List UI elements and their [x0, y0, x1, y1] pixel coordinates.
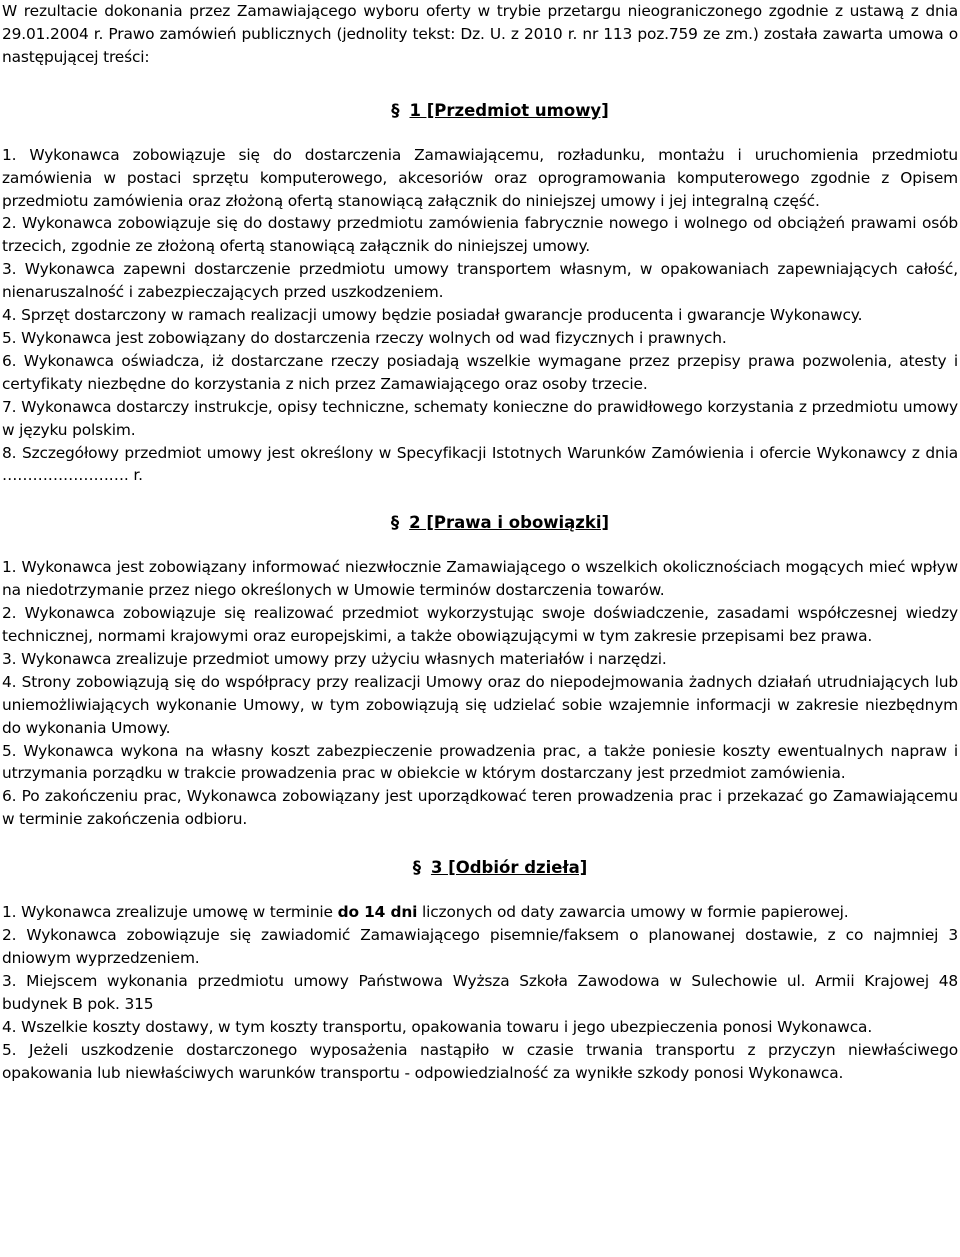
section-1-item-7: 7. Wykonawca dostarczy instrukcje, opisy techniczne, schematy konieczne do prawidłowego korzystania z przedmiotu umowy w języku polskim.	[2, 397, 958, 439]
section-3-title: 3 [Odbiór dzieła]	[430, 858, 588, 878]
section-symbol: §	[391, 100, 400, 120]
section-3-heading	[42, 856, 958, 880]
section-1-item-4: 4. Sprzęt dostarczony w ramach realizacji umowy będzie posiadał gwarancje producenta i gwarancje Wykonawcy.	[2, 306, 863, 325]
section-1-heading	[42, 99, 958, 123]
section-3-item-2: 2. Wykonawca zobowiązuje się zawiadomić Zamawiającego pisemnie/faksem o planowanej dostawie, z co najmniej 3 dniowym wyprzedzeniem.	[2, 926, 958, 967]
section-2-item-2: 2. Wykonawca zobowiązuje się realizować przedmiot wykorzystując swoje doświadczenie, zasadami współczesnej wiedzy technicznej, normami krajowymi oraz europejskimi, a także obowiązującymi w tym zakresie przepisami bez prawa.	[2, 604, 958, 646]
section-2-item-3: 3. Wykonawca zrealizuje przedmiot umowy przy użyciu własnych materiałów i narzędzi.	[2, 649, 667, 668]
section-2-title: 2 [Prawa i obowiązki]	[409, 513, 610, 533]
item-1-text-after: liczonych od daty zawarcia umowy w formie papierowej.	[417, 903, 849, 922]
section-1-title: 1 [Przedmiot umowy]	[409, 100, 609, 120]
intro-paragraph: W rezultacie dokonania przez Zamawiającego wyboru oferty w trybie przetargu nieograniczonego zgodnie z ustawą z dnia 29.01.2004 r. Prawo zamówień publicznych (jednolity tekst: Dz. U. z 2010 r. nr 113 poz.759 ze zm.) została zawarta umowa o następującej treści:	[2, 2, 958, 66]
section-1-item-3: 3. Wykonawca zapewni dostarczenie przedmiotu umowy transportem własnym, w opakowaniach zapewniających całość, nienaruszalność i zabezpieczających przed uszkodzeniem.	[2, 260, 958, 302]
section-1-item-1: 1. Wykonawca zobowiązuje się do dostarczenia Zamawiającemu, rozładunku, montażu i uruchomienia przedmiotu zamówienia w postaci sprzętu komputerowego, akcesoriów oraz oprogramowania komputerowego zgodnie z Opisem przedmiotu zamówienia oraz złożoną ofertą stanowiącą załącznik do niniejszej umowy i jej integralną część.	[2, 145, 958, 210]
section-3-item-3: 3. Miejscem wykonania przedmiotu umowy Państwowa Wyższa Szkoła Zawodowa w Sulechowie ul. Armii Krajowej 48 budynek B pok. 315	[2, 971, 958, 1013]
section-symbol: §	[412, 858, 421, 878]
section-3-item-1	[2, 901, 958, 924]
section-1-item-6: 6. Wykonawca oświadcza, iż dostarczane rzeczy posiadają wszelkie wymagane przez przepisy prawa pozwolenia, atesty i certyfikaty niezbędne do korzystania z nich przez Zamawiającego oraz osoby trzecie.	[2, 351, 958, 393]
section-2-item-5: 5. Wykonawca wykona na własny koszt zabezpieczenie prowadzenia prac, a także poniesie koszty ewentualnych napraw i utrzymania porządku w trakcie prowadzenia prac w obiekcie w którym dostarczany jest przedmiot zamówienia.	[2, 741, 958, 783]
section-2-item-4: 4. Strony zobowiązują się do współpracy przy realizacji Umowy oraz do niepodejmowania żadnych działań utrudniających lub uniemożliwiających wykonanie Umowy, w tym zobowiązują się udzielać sobie wzajemnie informacji w zakresie niezbędnym do wykonania Umowy.	[2, 672, 958, 737]
section-symbol: §	[390, 513, 400, 533]
section-1-item-8: 8. Szczegółowy przedmiot umowy jest określony w Specyfikacji Istotnych Warunków Zamówienia i ofercie Wykonawcy z dnia ……………………. r.	[2, 443, 958, 485]
section-3-item-4: 4. Wszelkie koszty dostawy, w tym koszty transportu, opakowania towaru i jego ubezpieczenia ponosi Wykonawca.	[2, 1017, 873, 1036]
section-1-item-5: 5. Wykonawca jest zobowiązany do dostarczenia rzeczy wolnych od wad fizycznych i prawnych.	[2, 328, 727, 347]
section-2-heading	[42, 511, 958, 535]
deadline-bold: do 14 dni	[337, 903, 418, 922]
section-2-item-6: 6. Po zakończeniu prac, Wykonawca zobowiązany jest uporządkować teren prowadzenia prac i przekazać go Zamawiającemu w terminie zakończenia odbioru.	[2, 787, 958, 829]
item-1-text-before: 1. Wykonawca zrealizuje umowę w terminie	[2, 903, 338, 922]
section-3-item-5: 5. Jeżeli uszkodzenie dostarczonego wyposażenia nastąpiło w czasie trwania transportu z przyczyn niewłaściwego opakowania lub niewłaściwych warunków transportu - odpowiedzialność za wynikłe szkody ponosi Wykonawca.	[2, 1040, 958, 1082]
section-1-item-2: 2. Wykonawca zobowiązuje się do dostawy przedmiotu zamówienia fabrycznie nowego i wolnego od obciążeń prawami osób trzecich, zgodnie ze złożoną ofertą stanowiącą załącznik do niniejszej umowy.	[2, 214, 958, 256]
section-2-item-1: 1. Wykonawca jest zobowiązany informować niezwłocznie Zamawiającego o wszelkich okolicznościach mogących mieć wpływ na niedotrzymanie przez niego określonych w Umowie terminów dostarczenia towarów.	[2, 558, 958, 600]
